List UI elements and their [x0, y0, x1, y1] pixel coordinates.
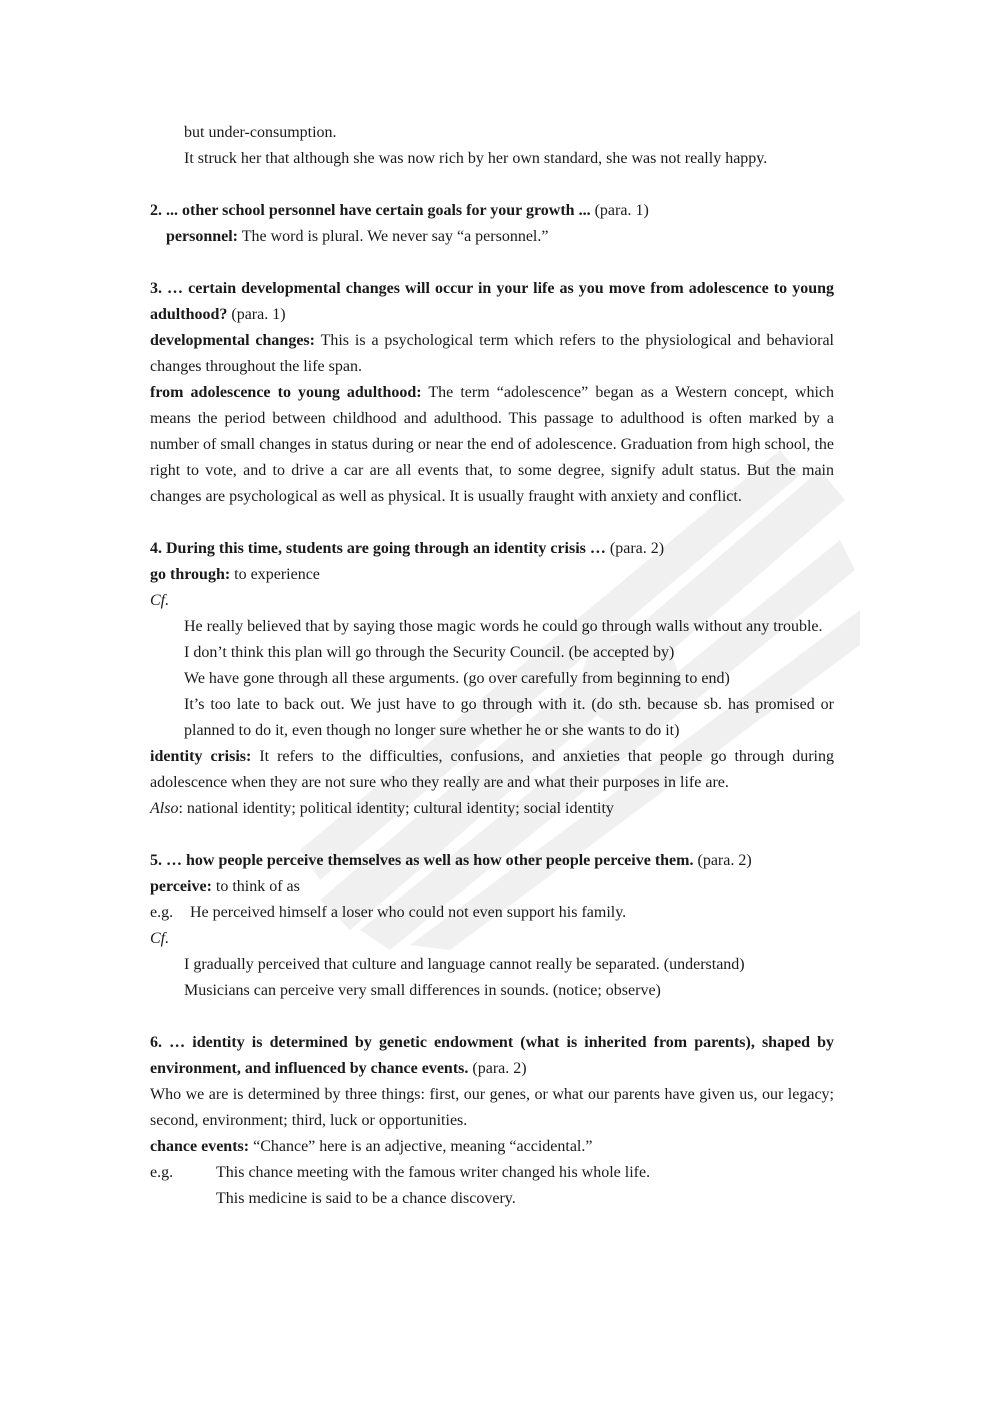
also-line: Also: national identity; political identity; cultural identity; social identity — [150, 800, 614, 817]
intro-line: It struck her that although she was now rich by her own standard, she was not really happy. — [184, 150, 768, 167]
section-6-heading: 6. … identity is determined by genetic endowment (what is inherited from parents), shaped by environment, and influenced by chance events. (para. 2) — [150, 1034, 834, 1077]
example-sentence: Musicians can perceive very small differences in sounds. (notice; observe) — [184, 982, 661, 999]
example-row — [150, 900, 834, 926]
section-3-definition: developmental changes: This is a psychological term which refers to the physiological and behavioral changes throughout the life span. — [150, 332, 834, 375]
example-sentence: He perceived himself a loser who could not even support his family. — [190, 904, 627, 921]
example-sentence: I gradually perceived that culture and language cannot really be separated. (understand) — [184, 956, 745, 973]
eg-label: e.g. — [150, 1164, 174, 1181]
section-4-definition: go through: to experience — [150, 566, 320, 583]
example-sentence: This medicine is said to be a chance discovery. — [216, 1190, 516, 1207]
section-2-heading: 2. ... other school personnel have certain goals for your growth ... (para. 1) — [150, 202, 649, 219]
eg-label: e.g. — [150, 904, 174, 921]
section-6-body: Who we are is determined by three things: first, our genes, or what our parents have given us, our legacy; second, environment; third, luck or opportunities. — [150, 1086, 834, 1129]
section-4-heading: 4. During this time, students are going through an identity crisis … (para. 2) — [150, 540, 665, 557]
example-sentence: It’s too late to back out. We just have to go through with it. (do sth. because sb. has promised or planned to do it, even though no longer sure whether he or she wants to do it) — [184, 696, 834, 739]
section-3-definition: from adolescence to young adulthood: The term “adolescence” began as a Western concept, which means the period between childhood and adulthood. This passage to adulthood is often marked by a number of small changes in status during or near the end of adolescence. Graduation from high school, the right to vote, and to drive a car are all events that, to some degree, signify adult status. But the main changes are psychological as well as physical. It is usually fraught with anxiety and conflict. — [150, 384, 834, 505]
cf-label: Cf. — [150, 930, 170, 947]
document-page — [150, 120, 834, 1212]
example-sentence: This chance meeting with the famous writer changed his whole life. — [216, 1164, 651, 1181]
section-4-definition: identity crisis: It refers to the difficulties, confusions, and anxieties that people go through during adolescence when they are not sure who they really are and what their purposes in life are. — [150, 748, 835, 791]
section-2-definition: personnel: The word is plural. We never say “a personnel.” — [166, 228, 549, 245]
example-sentence: I don’t think this plan will go through the Security Council. (be accepted by) — [184, 644, 675, 661]
section-5-heading: 5. … how people perceive themselves as well as how other people perceive them. (para. 2) — [150, 852, 752, 869]
section-3-heading: 3. … certain developmental changes will occur in your life as you move from adolescence to young adulthood? (para. 1) — [150, 280, 834, 323]
example-sentence: He really believed that by saying those magic words he could go through walls without any trouble. — [184, 618, 823, 635]
intro-line: but under-consumption. — [184, 124, 337, 141]
section-5-definition: perceive: to think of as — [150, 878, 300, 895]
example-row — [150, 1160, 834, 1186]
section-6-definition: chance events: “Chance” here is an adjective, meaning “accidental.” — [150, 1138, 593, 1155]
cf-label: Cf. — [150, 592, 170, 609]
example-sentence: We have gone through all these arguments. (go over carefully from beginning to end) — [184, 670, 730, 687]
